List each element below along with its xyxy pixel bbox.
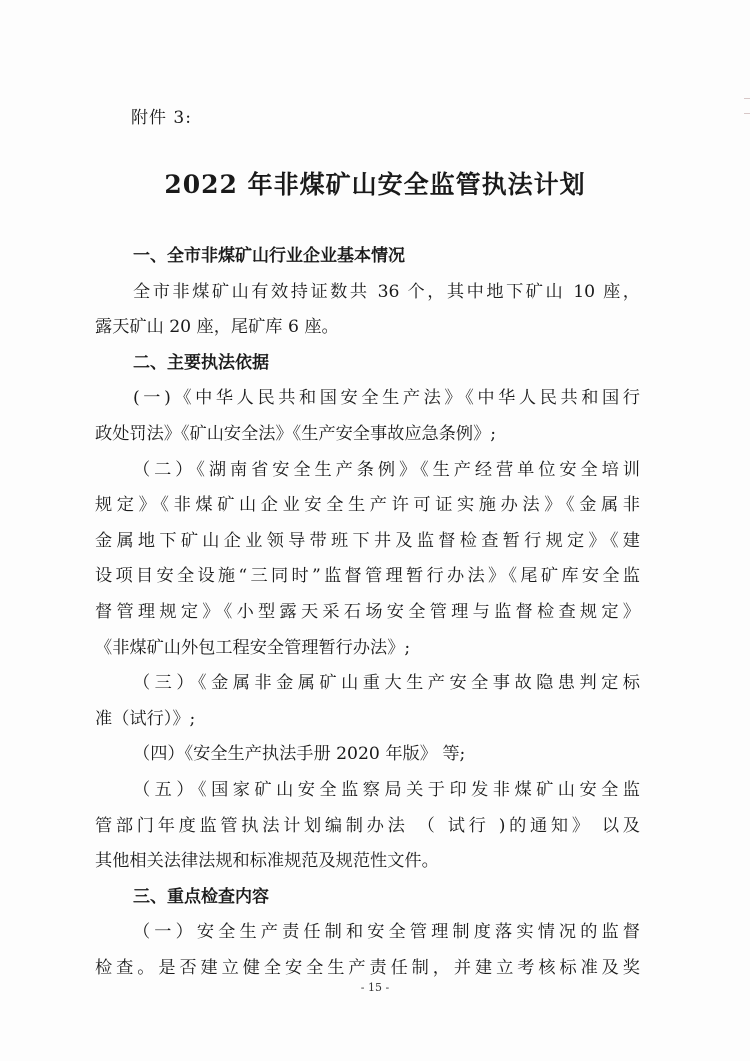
body-line: 督管理规定》《小型露天采石场安全管理与监督检查规定》 — [95, 601, 640, 622]
body-line: (一)《中华人民共和国安全生产法》《中华人民共和国行 — [133, 388, 640, 409]
page-number: - 15 - — [360, 981, 390, 994]
body-line: （三）《金属非金属矿山重大生产安全事故隐患判定标 — [133, 673, 640, 694]
body-line: （二）《湖南省安全生产条例》《生产经营单位安全培训 — [133, 459, 640, 480]
body-line: （四）《安全生产执法手册 2020 年版》 等; — [133, 744, 466, 765]
section-heading: 三、重点检查内容 — [133, 886, 269, 907]
attachment-label: 附件 3: — [131, 108, 192, 128]
body-line: 《非煤矿山外包工程安全管理暂行办法》; — [95, 637, 411, 658]
page-edge-mark — [744, 98, 750, 114]
body-line: 政处罚法》《矿山安全法》《生产安全事故应急条例》; — [95, 423, 497, 444]
document-body — [95, 239, 640, 986]
document-title: 2022 年非煤矿山安全监管执法计划 — [164, 170, 586, 199]
body-line: （五）《国家矿山安全监察局关于印发非煤矿山安全监 — [133, 779, 640, 800]
body-line: 设项目安全设施“三同时”监督管理暂行办法》《尾矿库安全监 — [95, 566, 640, 587]
body-line: 准（试行）》; — [95, 708, 196, 729]
body-line: 露天矿山 20 座，尾矿库 6 座。 — [95, 317, 339, 338]
body-line: （一）安全生产责任制和安全管理制度落实情况的监督 — [133, 922, 640, 943]
body-line: 全市非煤矿山有效持证数共 36 个，其中地下矿山 10 座， — [133, 281, 640, 302]
body-line: 规定》《非煤矿山企业安全生产许可证实施办法》《金属非 — [95, 495, 640, 516]
body-line: 检查。是否建立健全安全生产责任制，并建立考核标准及奖 — [95, 957, 640, 978]
section-heading: 二、主要执法依据 — [133, 352, 269, 373]
section-heading: 一、全市非煤矿山行业企业基本情况 — [133, 246, 405, 266]
body-line: 管部门年度监管执法计划编制办法 （ 试行 )的通知》 以及 — [95, 815, 640, 836]
body-line: 其他相关法律法规和标准规范及规范性文件。 — [95, 851, 439, 872]
body-line: 金属地下矿山企业领导带班下井及监督检查暂行规定》《建 — [95, 530, 640, 551]
